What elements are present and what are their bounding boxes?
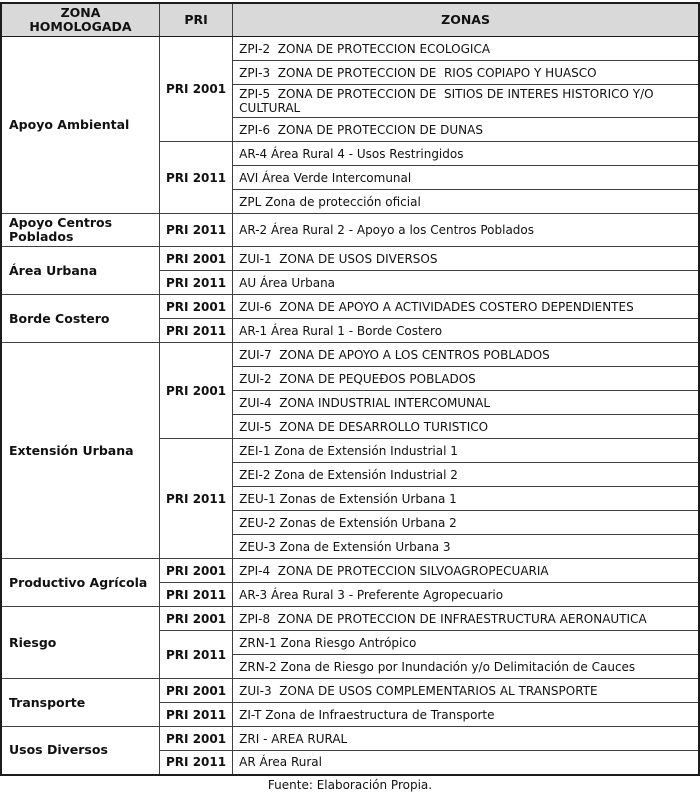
zone-cell: ZUI-5 ZONA DE DESARROLLO TURISTICO (233, 415, 699, 439)
pri-cell: PRI 2001 (159, 559, 232, 583)
pri-cell: PRI 2001 (159, 37, 232, 142)
source-note: Fuente: Elaboración Propia. (267, 777, 433, 792)
zone-cell: ZPI-6 ZONA DE PROTECCION DE DUNAS (233, 118, 699, 142)
zone-cell: ZUI-7 ZONA DE APOYO A LOS CENTROS POBLADOS (233, 343, 699, 367)
pri-cell: PRI 2011 (159, 439, 232, 559)
pri-cell: PRI 2001 (159, 607, 232, 631)
pri-cell: PRI 2011 (159, 631, 232, 679)
zone-cell: AR-4 Área Rural 4 - Usos Restringidos (233, 142, 699, 166)
header-zona-homologada: ZONA HOMOLOGADA (1, 3, 159, 37)
table-row (1, 559, 699, 583)
zona-homologada-cell: Usos Diversos (1, 727, 159, 775)
pri-cell: PRI 2011 (159, 703, 232, 727)
zona-homologada-cell: Transporte (1, 679, 159, 727)
zone-cell: ZUI-2 ZONA DE PEQUEÐOS POBLADOS (233, 367, 699, 391)
table-row (1, 214, 699, 247)
table-header-row (1, 3, 699, 37)
zone-cell: ZPI-3 ZONA DE PROTECCION DE RIOS COPIAPO Y HUASCO (233, 61, 699, 85)
table-row (1, 295, 699, 319)
table-row (1, 607, 699, 631)
zone-cell: ZEI-2 Zona de Extensión Industrial 2 (233, 463, 699, 487)
zona-homologada-cell: Riesgo (1, 607, 159, 679)
zone-cell: ZPI-4 ZONA DE PROTECCION SILVOAGROPECUARIA (233, 559, 699, 583)
zone-cell: ZPI-5 ZONA DE PROTECCION DE SITIOS DE INTERES HISTORICO Y/O CULTURAL (233, 85, 699, 118)
zona-homologada-cell: Productivo Agrícola (1, 559, 159, 607)
zone-cell: ZEU-2 Zonas de Extensión Urbana 2 (233, 511, 699, 535)
table-row (1, 727, 699, 751)
zone-cell: ZUI-4 ZONA INDUSTRIAL INTERCOMUNAL (233, 391, 699, 415)
table-row (1, 37, 699, 61)
pri-cell: PRI 2001 (159, 295, 232, 319)
zone-cell: ZPI-8 ZONA DE PROTECCION DE INFRAESTRUCTURA AERONAUTICA (233, 607, 699, 631)
zone-cell: ZRN-1 Zona Riesgo Antrópico (233, 631, 699, 655)
table-row (1, 247, 699, 271)
zona-homologada-cell: Apoyo Ambiental (1, 37, 159, 214)
zone-table-body (1, 37, 699, 775)
zone-cell: ZUI-1 ZONA DE USOS DIVERSOS (233, 247, 699, 271)
pri-cell: PRI 2011 (159, 583, 232, 607)
zone-cell: AR-1 Área Rural 1 - Borde Costero (233, 319, 699, 343)
zone-cell: ZPL Zona de protección oficial (233, 190, 699, 214)
zone-cell: ZRN-2 Zona de Riesgo por Inundación y/o Delimitación de Cauces (233, 655, 699, 679)
zone-cell: AVI Área Verde Intercomunal (233, 166, 699, 190)
zona-homologada-cell: Apoyo Centros Poblados (1, 214, 159, 247)
pri-cell: PRI 2001 (159, 343, 232, 439)
pri-cell: PRI 2011 (159, 319, 232, 343)
zone-cell: ZEU-1 Zonas de Extensión Urbana 1 (233, 487, 699, 511)
zone-cell: ZI-T Zona de Infraestructura de Transporte (233, 703, 699, 727)
pri-cell: PRI 2011 (159, 751, 232, 775)
pri-cell: PRI 2011 (159, 142, 232, 214)
zone-cell: ZEU-3 Zona de Extensión Urbana 3 (233, 535, 699, 559)
pri-cell: PRI 2001 (159, 727, 232, 751)
pri-cell: PRI 2011 (159, 214, 232, 247)
zone-cell: ZEI-1 Zona de Extensión Industrial 1 (233, 439, 699, 463)
zone-cell: ZRI - AREA RURAL (233, 727, 699, 751)
table-row (1, 343, 699, 367)
zone-cell: ZPI-2 ZONA DE PROTECCION ECOLOGICA (233, 37, 699, 61)
zone-cell: AU Área Urbana (233, 271, 699, 295)
pri-cell: PRI 2001 (159, 679, 232, 703)
zone-cell: AR-2 Área Rural 2 - Apoyo a los Centros Poblados (233, 214, 699, 247)
zona-homologada-cell: Extensión Urbana (1, 343, 159, 559)
zona-homologada-cell: Área Urbana (1, 247, 159, 295)
zone-cell: AR Área Rural (233, 751, 699, 775)
zone-cell: ZUI-3 ZONA DE USOS COMPLEMENTARIOS AL TRANSPORTE (233, 679, 699, 703)
zona-homologada-cell: Borde Costero (1, 295, 159, 343)
zone-cell: AR-3 Área Rural 3 - Preferente Agropecuario (233, 583, 699, 607)
zone-cell: ZUI-6 ZONA DE APOYO A ACTIVIDADES COSTERO DEPENDIENTES (233, 295, 699, 319)
table-row (1, 679, 699, 703)
pri-cell: PRI 2001 (159, 247, 232, 271)
pri-cell: PRI 2011 (159, 271, 232, 295)
zona-homologada-table (0, 2, 700, 776)
header-pri: PRI (159, 3, 232, 37)
header-zonas: ZONAS (233, 3, 699, 37)
